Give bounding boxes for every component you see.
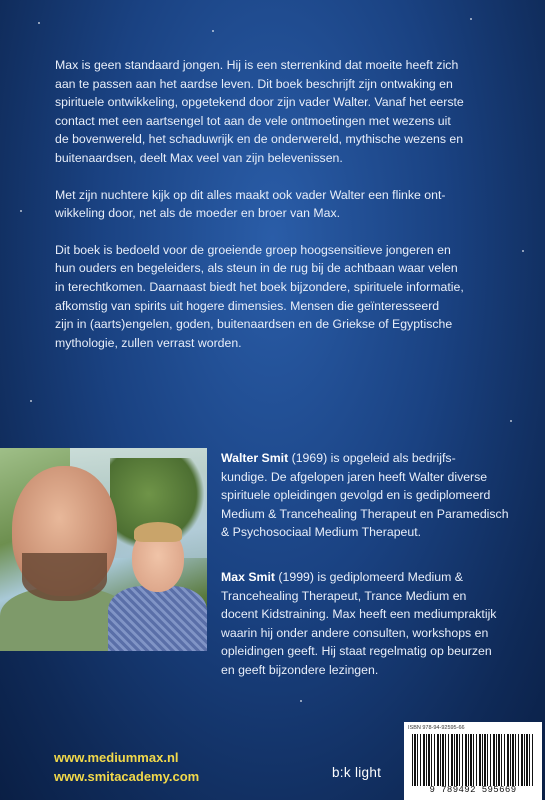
website-smitacademy[interactable]: www.smitacademy.com — [54, 769, 200, 784]
star — [300, 700, 302, 702]
barcode-bars — [412, 734, 534, 786]
bio-max — [221, 568, 516, 680]
website-links — [54, 748, 199, 786]
bio-max-text: (1999) is gediplomeerd Medium & Trancehealing Therapeut, Trance Medium en docent Kidstraining. Max heeft een mediumpraktijk waarin hij onder andere consulten, workshops en opleidingen geeft. Hij staat regelmatig op beurzen en geeft bijzondere lezingen. — [221, 570, 497, 677]
star — [212, 30, 214, 32]
blurb-paragraph-3: Dit boek is bedoeld voor de groeiende groep hoogsensitieve jongeren en hun ouders en begeleiders, als steun in de rug bij de achtbaan waar velen in terechtkomen. Daarnaast biedt het boek bijzondere, spirituele informatie, afkomstig van spirits uit hogere dimensies. Mensen die geïnteresseerd zijn in (aarts)engelen, goden, buitenaardsen en de Griekse of Egyptische mythologie, zullen verrast worden. — [55, 242, 464, 350]
bio-walter-name: Walter Smit — [221, 451, 289, 465]
isbn-label: ISBN 978-94-92595-66 — [408, 725, 465, 731]
star — [30, 400, 32, 402]
bio-max-name: Max Smit — [221, 570, 275, 584]
isbn-barcode — [404, 722, 542, 800]
publisher-logo: b:k light — [332, 765, 382, 780]
blurb-paragraph-1: Max is geen standaard jongen. Hij is een sterrenkind dat moeite heeft zich aan te passen aan het aardse leven. Dit boek beschrijft zijn ontwaking en spirituele ontwikkeling, opgetekend door zijn vader Walter. Vanaf het eerste contact met een aartsengel tot aan de vele ontmoetingen met wezens uit de bovenwereld, het schaduwrijk en de onderwereld, mythische wezens en buitenaardsen, deelt Max veel van zijn belevenissen. — [55, 58, 464, 165]
star — [510, 420, 512, 422]
bio-walter — [221, 449, 516, 542]
star — [522, 250, 524, 252]
author-photo — [0, 448, 207, 651]
bio-walter-text: (1969) is opgeleid als bedrijfs- kundige. De afgelopen jaren heeft Walter diverse spirituele opleidingen gevolgd en is gediplomeerd Medium & Trancehealing Therapeut en Paramedisch & Psychosociaal Medium Therapeut. — [221, 451, 509, 540]
star — [20, 210, 22, 212]
back-cover-blurb — [55, 56, 505, 370]
star — [38, 22, 40, 24]
website-mediummax[interactable]: www.mediummax.nl — [54, 750, 179, 765]
star — [470, 18, 472, 20]
isbn-digits: 9 789492 595669 — [429, 785, 517, 795]
blurb-paragraph-2: Met zijn nuchtere kijk op dit alles maakt ook vader Walter een flinke ont- wikkeling door, net als de moeder en broer van Max. — [55, 187, 446, 221]
